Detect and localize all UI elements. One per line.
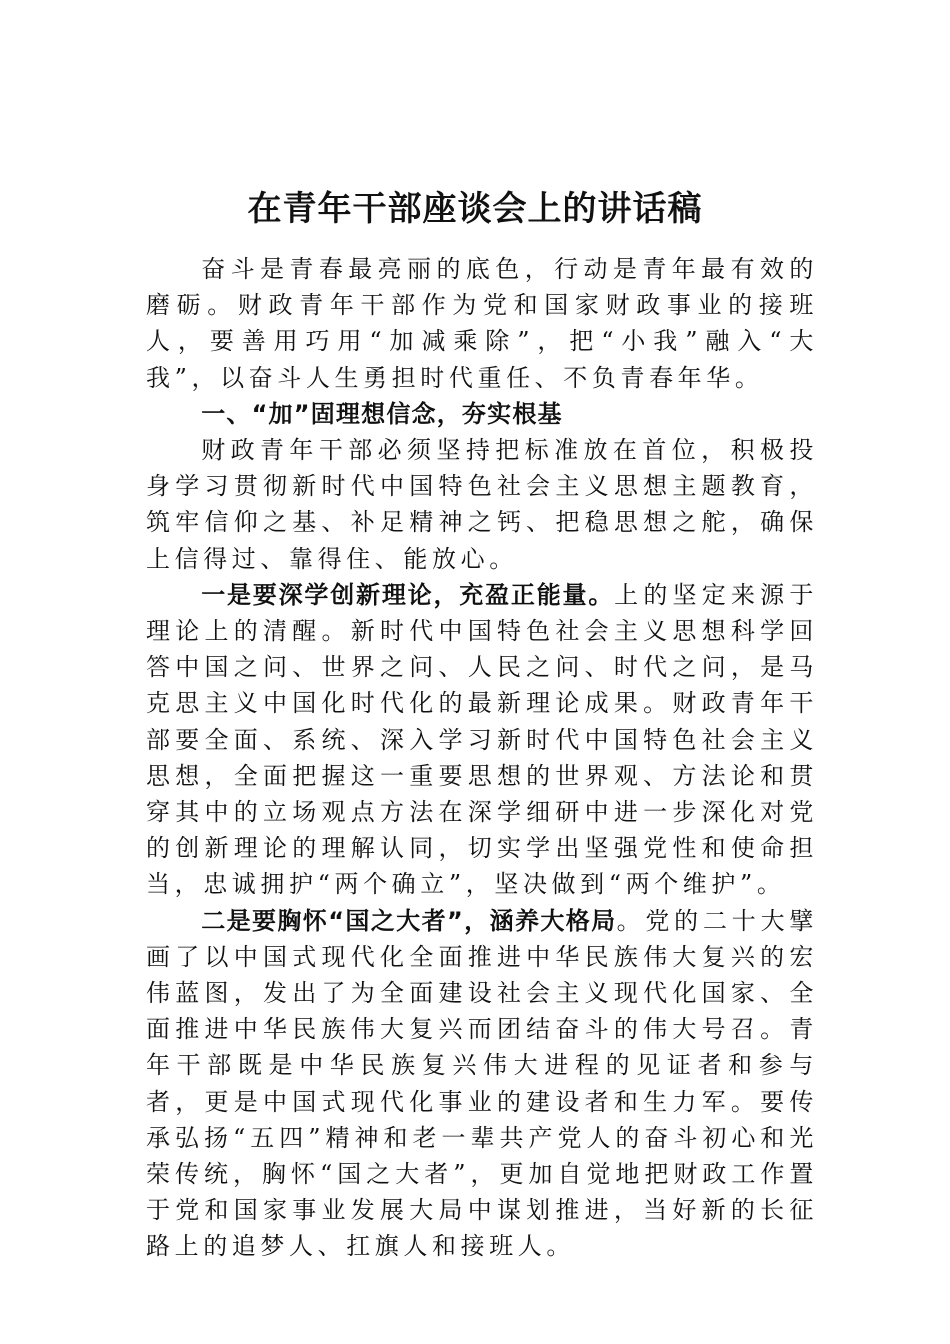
page-title: 在青年干部座谈会上的讲话稿 [247, 188, 703, 229]
point-1-paragraph [146, 577, 818, 903]
point-2-text: 。党的二十大擘画了以中国式现代化全面推进中华民族伟大复兴的宏伟蓝图，发出了为全面建设社会主义现代化国家、全面推进中华民族伟大复兴而团结奋斗的伟大号召。青年干部既是中华民族复兴伟大进程的见证者和参与者，更是中国式现代化事业的建设者和生力军。要传承弘扬“五四”精神和老一辈共产党人的奋斗初心和光荣传统，胸怀“国之大者”，更加自觉地把财政工作置于党和国家事业发展大局中谋划推进，当好新的长征路上的追梦人、扛旗人和接班人。 [146, 906, 818, 1261]
point-2-lead: 二是要胸怀“国之大者”，涵养大格局 [201, 906, 617, 935]
point-1-text: 上的坚定来源于理论上的清醒。新时代中国特色社会主义思想科学回答中国之问、世界之问、人民之问、时代之问，是马克思主义中国化时代化的最新理论成果。财政青年干部要全面、系统、深入学习新时代中国特色社会主义思想，全面把握这一重要思想的世界观、方法论和贯穿其中的立场观点方法在深学细研中进一步深化对党的创新理论的理解认同，切实学出坚强党性和使命担当，忠诚拥护“两个确立”，坚决做到“两个维护”。 [146, 580, 818, 899]
intro-paragraph: 奋斗是青春最亮丽的底色，行动是青年最有效的磨砺。财政青年干部作为党和国家财政事业的接班人，要善用巧用“加减乘除”，把“小我”融入“大我”，以奋斗人生勇担时代重任、不负青春年华。 [146, 255, 818, 392]
section-1-intro-paragraph: 财政青年干部必须坚持把标准放在首位，积极投身学习贯彻新时代中国特色社会主义思想主题教育，筑牢信仰之基、补足精神之钙、把稳思想之舵，确保上信得过、靠得住、能放心。 [146, 436, 818, 573]
document-body [146, 251, 818, 1265]
section-heading-1: 一、“加”固理想信念，夯实根基 [201, 399, 563, 428]
point-1-lead: 一是要深学创新理论，充盈正能量。 [201, 580, 615, 609]
point-2-paragraph [146, 903, 818, 1265]
